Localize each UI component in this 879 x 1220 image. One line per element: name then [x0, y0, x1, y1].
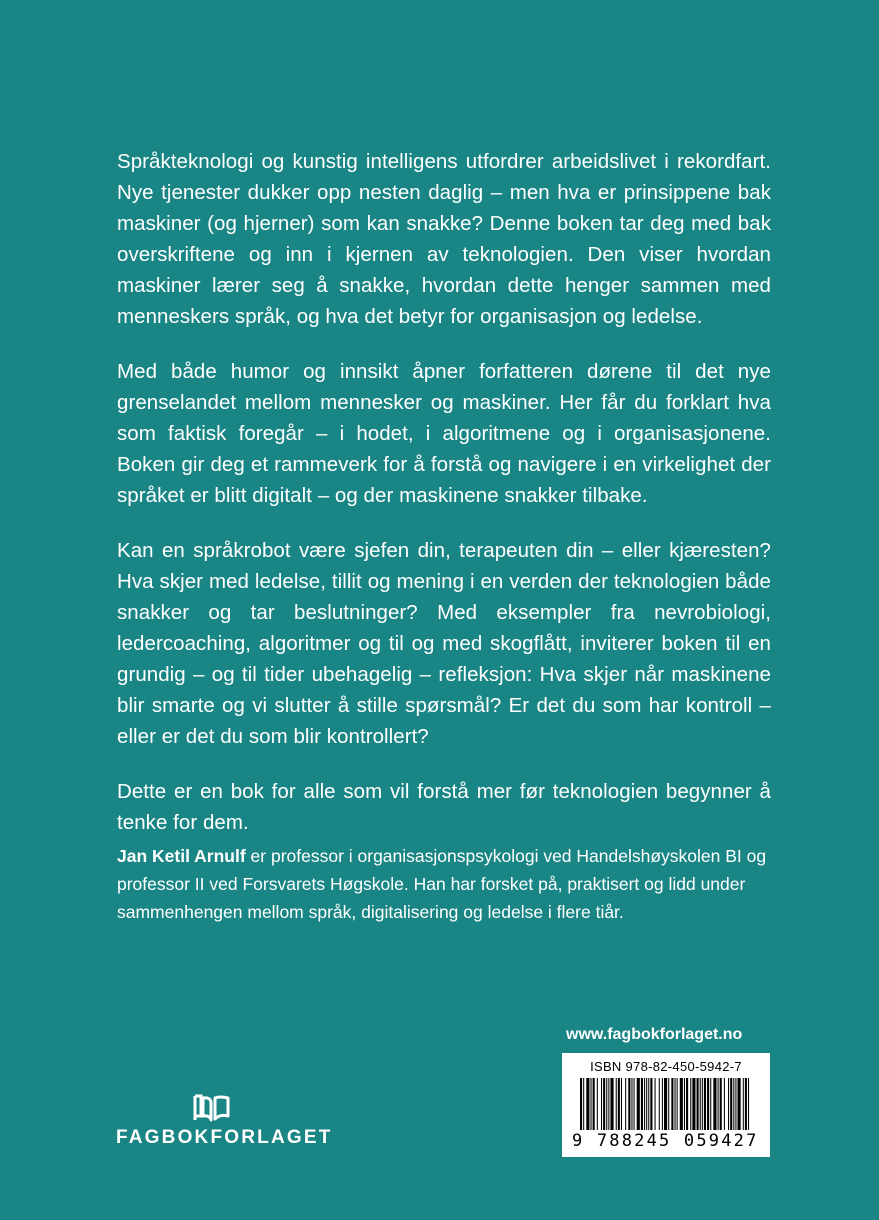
barcode-bar [748, 1078, 749, 1130]
blurb-paragraph-2: Med både humor og innsikt åpner forfatteren dørene til det nye grenselandet mellom mennesker og maskiner. Her får du forklart hva som faktisk foregår – i hodet, i algoritmene og i organisasjonene. Boken gir deg et rammeverk for å forstå og navigere i en virkelighet der språket er blitt digitalt – og der maskinene snakker tilbake. [117, 360, 771, 507]
author-bio-text: er professor i organisasjonspsykologi ved Handelshøyskolen BI og professor II ved Forsvarets Høgskole. Han har forsket på, praktisert og lidd under sammenhengen mellom språk, digitalisering og ledelse i flere tiår. [117, 846, 767, 922]
barcode-bar [680, 1078, 683, 1130]
barcode-bar [718, 1078, 719, 1130]
barcode-bar [597, 1078, 598, 1130]
blurb-paragraph-3: Kan en språkrobot være sjefen din, terapeuten din – eller kjæresten? Hva skjer med ledelse, tillit og mening i en verden der teknologien både snakker og tar beslutninger? Med eksempler fra nevrobiologi, ledercoaching, algoritmer og til og med skogflått, inviterer boken til en grundig – og til tider ubehagelig – refleksjon: Hva skjer når maskinene blir smarte og vi slutter å stille spørsmål? Er det du som har kontroll – eller er det du som blir kontrollert? [117, 539, 771, 748]
barcode-bar [704, 1078, 706, 1130]
barcode-bar [608, 1078, 609, 1130]
barcode-bar [655, 1078, 656, 1130]
barcode-bar [641, 1078, 643, 1130]
barcode-bar [684, 1078, 685, 1130]
author-bio [117, 842, 777, 926]
isbn-label: ISBN 978-82-450-5942-7 [590, 1059, 742, 1074]
barcode-bar [733, 1078, 734, 1130]
barcode-bar [659, 1078, 660, 1130]
barcode-bar [601, 1078, 602, 1130]
barcode-bars [576, 1078, 756, 1134]
barcode-bar [616, 1078, 617, 1130]
publisher-logo [116, 1093, 333, 1149]
publisher-name: FAGBOKFORLAGET [116, 1127, 333, 1148]
barcode-bar [610, 1078, 613, 1130]
barcode-bar [720, 1078, 722, 1130]
barcode-bar [591, 1078, 592, 1130]
blurb-paragraph-1: Språkteknologi og kunstig intelligens utfordrer arbeidslivet i rekordfart. Nye tjenester dukker opp nesten daglig – men hva er prinsippene bak maskiner (og hjerner) som kan snakke? Denne boken tar deg med bak overskriftene og inn i kjernen av teknologien. Den viser hvordan maskiner lærer seg å snakke, hvordan dette henger sammen med menneskers språk, og hva det betyr for organisasjon og ledelse. [117, 150, 771, 328]
barcode-bar [735, 1078, 736, 1130]
barcode-bar [724, 1078, 725, 1130]
barcode-bar [728, 1078, 729, 1130]
barcode-bar [692, 1078, 695, 1130]
barcode-bar [690, 1078, 691, 1130]
barcode-bar [713, 1078, 716, 1130]
barcode-bar [648, 1078, 649, 1130]
barcode-bar [606, 1078, 607, 1130]
barcode-bar [745, 1078, 747, 1130]
barcode-bar [650, 1078, 652, 1130]
barcode-bar [637, 1078, 640, 1130]
barcode-bar [710, 1078, 711, 1130]
barcode-bar [646, 1078, 647, 1130]
barcode-bar [634, 1078, 635, 1130]
barcode-bar [603, 1078, 605, 1130]
barcode-bar [593, 1078, 595, 1130]
barcode-bar [618, 1078, 620, 1130]
barcode-bar [586, 1078, 589, 1130]
barcode-bar [743, 1078, 744, 1130]
barcode-digits: 9 788245 059427 [572, 1131, 759, 1151]
barcode-bar [621, 1078, 622, 1130]
barcode-bar [707, 1078, 709, 1130]
barcode-bar [625, 1078, 626, 1130]
barcode-bar [580, 1078, 582, 1130]
barcode-bar [671, 1078, 673, 1130]
isbn-barcode [562, 1053, 770, 1157]
barcode-bar [583, 1078, 584, 1130]
publisher-url[interactable]: www.fagbokforlaget.no [566, 1026, 743, 1043]
barcode-bar [697, 1078, 699, 1130]
barcode-bar [730, 1078, 732, 1130]
barcode-bar [631, 1078, 632, 1130]
barcode-bar [628, 1078, 630, 1130]
barcode-bar [644, 1078, 645, 1130]
barcode-bar [702, 1078, 703, 1130]
barcode-bar [700, 1078, 701, 1130]
barcode-bar [677, 1078, 678, 1130]
barcode-bar [738, 1078, 741, 1130]
barcode-bar [662, 1078, 663, 1130]
barcode-bar [675, 1078, 676, 1130]
barcode-bar [664, 1078, 667, 1130]
open-book-icon [192, 1093, 232, 1123]
barcode-bar [686, 1078, 688, 1130]
back-cover-blurb [117, 146, 771, 862]
author-name: Jan Ketil Arnulf [117, 846, 246, 866]
barcode-bar [668, 1078, 669, 1130]
blurb-paragraph-4: Dette er en bok for alle som vil forstå mer før teknologien begynner å tenke for dem. [117, 780, 771, 834]
